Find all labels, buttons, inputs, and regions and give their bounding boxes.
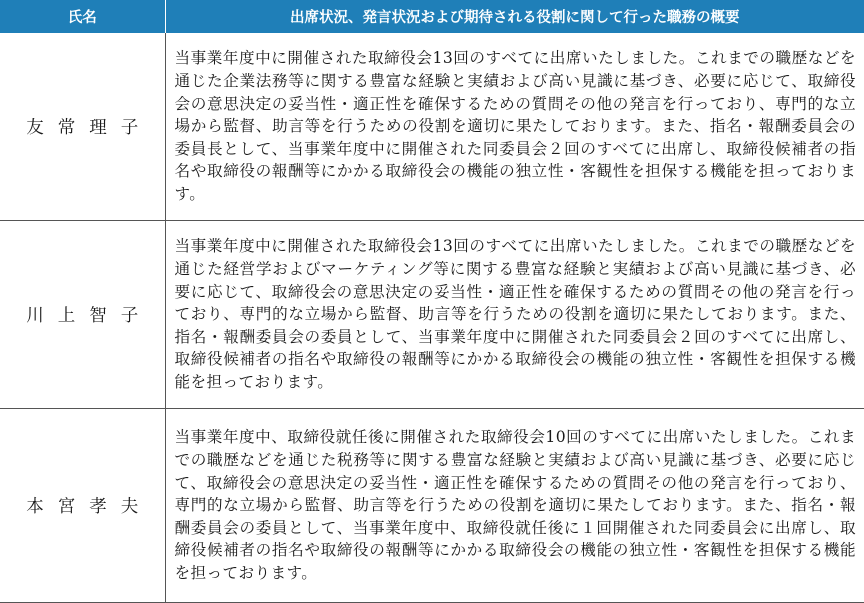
duty-summary: 当事業年度中、取締役就任後に開催された取締役会10回のすべてに出席いたしました。これまでの職歴などを通じた税務等に関する豊富な経験と実績および高い見識に基づき、必要に応じて、取締役会の意思決定の妥当性・適正性を確保するための質問その他の発言を行っており、専門的な立場から監督、助言等を行うための役割を適切に果たしております。また、指名・報酬委員会の委員として、当事業年度中、取締役就任後に１回開催された同委員会に出席し、取締役候補者の指名や取締役の報酬等にかかる取締役会の機能の独立性・客観性を担保する機能を担っております。 [165, 409, 864, 603]
director-name: 川上智子 [0, 221, 165, 409]
name-column-header: 氏名 [0, 0, 165, 33]
table-header-row [0, 0, 864, 33]
duties-column-header: 出席状況、発言状況および期待される役割に関して行った職務の概要 [165, 0, 864, 33]
director-name: 本宮孝夫 [0, 409, 165, 603]
table-row [0, 33, 864, 221]
table-row [0, 409, 864, 603]
table-row [0, 221, 864, 409]
duty-summary: 当事業年度中に開催された取締役会13回のすべてに出席いたしました。これまでの職歴などを通じた企業法務等に関する豊富な経験と実績および高い見識に基づき、必要に応じて、取締役会の意思決定の妥当性・適正性を確保するための質問その他の発言を行っており、専門的な立場から監督、助言等を行うための役割を適切に果たしております。また、指名・報酬委員会の委員長として、当事業年度中に開催された同委員会２回のすべてに出席し、取締役候補者の指名や取締役の報酬等にかかる取締役会の機能の独立性・客観性を担保する機能を担っております。 [165, 33, 864, 221]
director-name: 友常理子 [0, 33, 165, 221]
duty-summary: 当事業年度中に開催された取締役会13回のすべてに出席いたしました。これまでの職歴などを通じた経営学およびマーケティング等に関する豊富な経験と実績および高い見識に基づき、必要に応じて、取締役会の意思決定の妥当性・適正性を確保するための質問その他の発言を行っており、専門的な立場から監督、助言等を行うための役割を適切に果たしております。また、指名・報酬委員会の委員として、当事業年度中に開催された同委員会２回のすべてに出席し、取締役候補者の指名や取締役の報酬等にかかる取締役会の機能の独立性・客観性を担保する機能を担っております。 [165, 221, 864, 409]
